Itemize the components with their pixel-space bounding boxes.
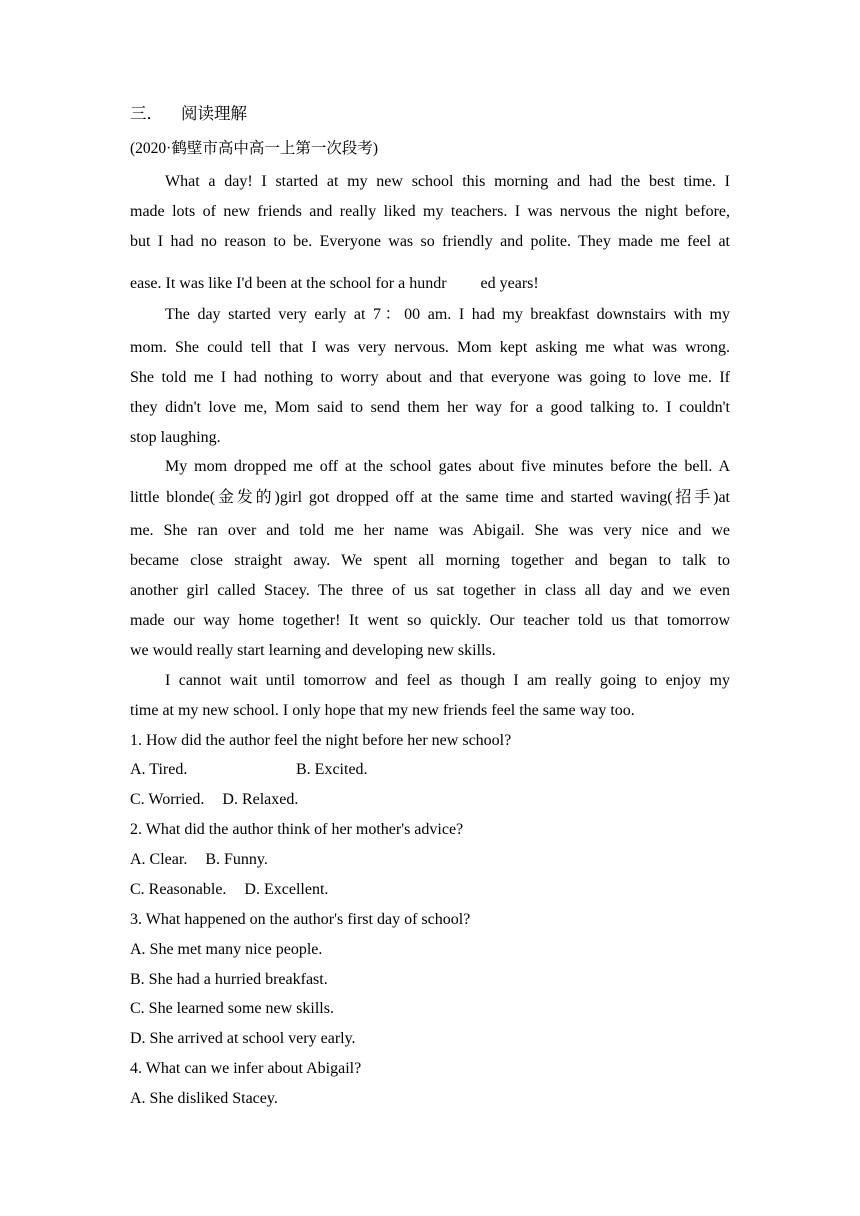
question-stem: 1. How did the author feel the night before her new school? — [130, 732, 512, 749]
option-c: C. Worried. — [130, 791, 205, 808]
option-d: D. She arrived at school very early. — [130, 1030, 356, 1047]
option-d: D. Relaxed. — [222, 791, 299, 808]
option-a: A. She met many nice people. — [130, 941, 323, 958]
question-stem: 2. What did the author think of her mother's advice? — [130, 821, 464, 838]
passage-line: stop laughing. — [130, 429, 221, 446]
question-stem: 3. What happened on the author's first day of school? — [130, 911, 471, 928]
option-row — [130, 880, 328, 900]
option-a: A. She disliked Stacey. — [130, 1090, 278, 1107]
source-line: (2020·鹤壁市高中高一上第一次段考) — [130, 140, 378, 157]
option-b: B. She had a hurried breakfast. — [130, 971, 328, 988]
option-b: B. Excited. — [296, 761, 368, 778]
option-c: C. Reasonable. — [130, 881, 227, 898]
option-row — [130, 850, 268, 870]
passage-line: made our way home together! It went so quickly. Our teacher told us that tomorrow — [130, 612, 730, 629]
passage-line: time at my new school. I only hope that my new friends feel the same way too. — [130, 702, 635, 719]
option-a: A. Tired. — [130, 761, 188, 778]
passage-line: I cannot wait until tomorrow and feel as though I am really going to enjoy my — [165, 672, 730, 689]
passage-line: little blonde(金发的)girl got dropped off at the same time and started waving(招手)at — [130, 489, 730, 506]
passage-line: What a day! I started at my new school this morning and had the best time. I — [165, 173, 730, 190]
passage-line: mom. She could tell that I was very nervous. Mom kept asking me what was wrong. — [130, 339, 730, 356]
section-number: 三． — [130, 104, 163, 123]
passage-line: me. She ran over and told me her name was Abigail. She was very nice and we — [130, 522, 730, 539]
option-b: B. Funny. — [205, 851, 268, 868]
passage-line: another girl called Stacey. The three of us sat together in class all day and we even — [130, 582, 730, 599]
passage-line: but I had no reason to be. Everyone was so friendly and polite. They made me feel at — [130, 233, 730, 250]
passage-line: The day started very early at 7：00 am. I had my breakfast downstairs with my — [165, 306, 730, 323]
passage-line: ease. It was like I'd been at the school for a hundr ed years! — [130, 275, 539, 292]
option-a: A. Clear. — [130, 851, 188, 868]
passage-line: She told me I had nothing to worry about and that everyone was going to love me. If — [130, 369, 730, 386]
question-stem: 4. What can we infer about Abigail? — [130, 1060, 362, 1077]
option-row — [130, 760, 368, 780]
passage-line: made lots of new friends and really liked my teachers. I was nervous the night before, — [130, 203, 730, 220]
option-d: D. Excellent. — [244, 881, 329, 898]
section-title: 阅读理解 — [181, 104, 247, 123]
section-heading — [130, 104, 247, 124]
option-row — [130, 790, 298, 810]
option-c: C. She learned some new skills. — [130, 1000, 334, 1017]
passage-line: they didn't love me, Mom said to send them her way for a good talking to. I couldn't — [130, 399, 730, 416]
passage-line: we would really start learning and developing new skills. — [130, 642, 496, 659]
passage-line: became close straight away. We spent all morning together and began to talk to — [130, 552, 730, 569]
passage-line: My mom dropped me off at the school gates about five minutes before the bell. A — [165, 458, 730, 475]
